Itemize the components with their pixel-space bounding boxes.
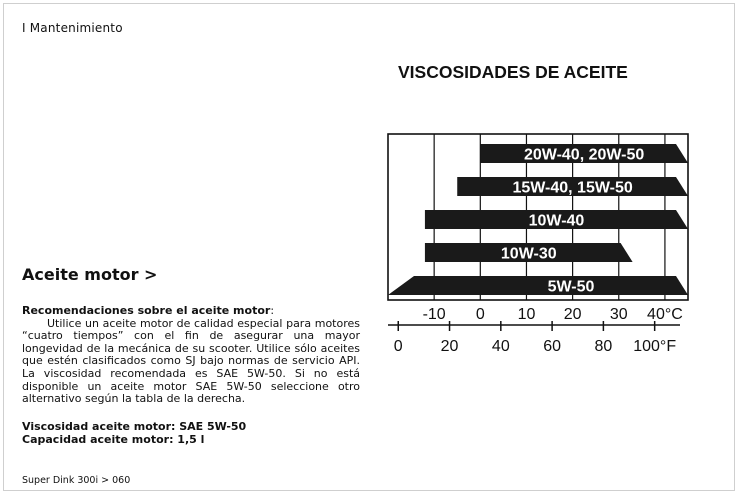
bar (388, 276, 688, 295)
celsius-tick-label: -10 (422, 306, 446, 323)
chart-title: VISCOSIDADES DE ACEITE (398, 62, 628, 82)
bar-label: 10W-40 (528, 212, 585, 230)
celsius-tick-label: 40°C (647, 306, 683, 323)
recommendations-paragraph: Utilice un aceite motor de calidad especial para motores “cuatro tiempos” con el fin de asegurar una mayor longevidad de la mecánica de su scooter. Utilice sólo aceites que estén clasificados como SJ bajo normas de servicio API. La viscosidad recomendada es SAE 5W-50. Si no está disponible un aceite motor SAE 5W-50 seleccione otro alternativo según la tabla de la derecha. (22, 316, 360, 406)
celsius-tick-label: 10 (517, 306, 536, 323)
spec-block (22, 421, 246, 446)
capacity-spec: Capacidad aceite motor: 1,5 l (22, 432, 205, 446)
page-footer: Super Dink 300i > 060 (22, 475, 131, 486)
fahrenheit-tick-label: 0 (393, 338, 403, 355)
recommendations-heading: Recomendaciones sobre el aceite motor (22, 304, 271, 317)
viscosity-chart (380, 110, 700, 375)
bar-label: 10W-30 (500, 245, 557, 263)
bar-label: 15W-40, 15W-50 (512, 179, 633, 197)
celsius-tick-label: 20 (563, 306, 582, 323)
bar-label: 20W-40, 20W-50 (524, 146, 645, 164)
recommendations-block (22, 305, 360, 406)
fahrenheit-tick-label: 20 (440, 338, 459, 355)
fahrenheit-tick-label: 100°F (633, 338, 677, 355)
section-title: Aceite motor > (22, 265, 158, 284)
heading-colon: : (270, 304, 275, 317)
viscosity-spec: Viscosidad aceite motor: SAE 5W-50 (22, 420, 247, 433)
celsius-tick-label: 30 (609, 306, 628, 323)
fahrenheit-tick-label: 80 (594, 338, 613, 355)
section-header: I Mantenimiento (22, 21, 123, 35)
recommendations-heading-line (22, 305, 360, 318)
fahrenheit-tick-label: 60 (543, 338, 562, 355)
celsius-tick-label: 0 (475, 306, 485, 323)
fahrenheit-tick-label: 40 (491, 338, 510, 355)
bar-label: 5W-50 (547, 278, 595, 296)
